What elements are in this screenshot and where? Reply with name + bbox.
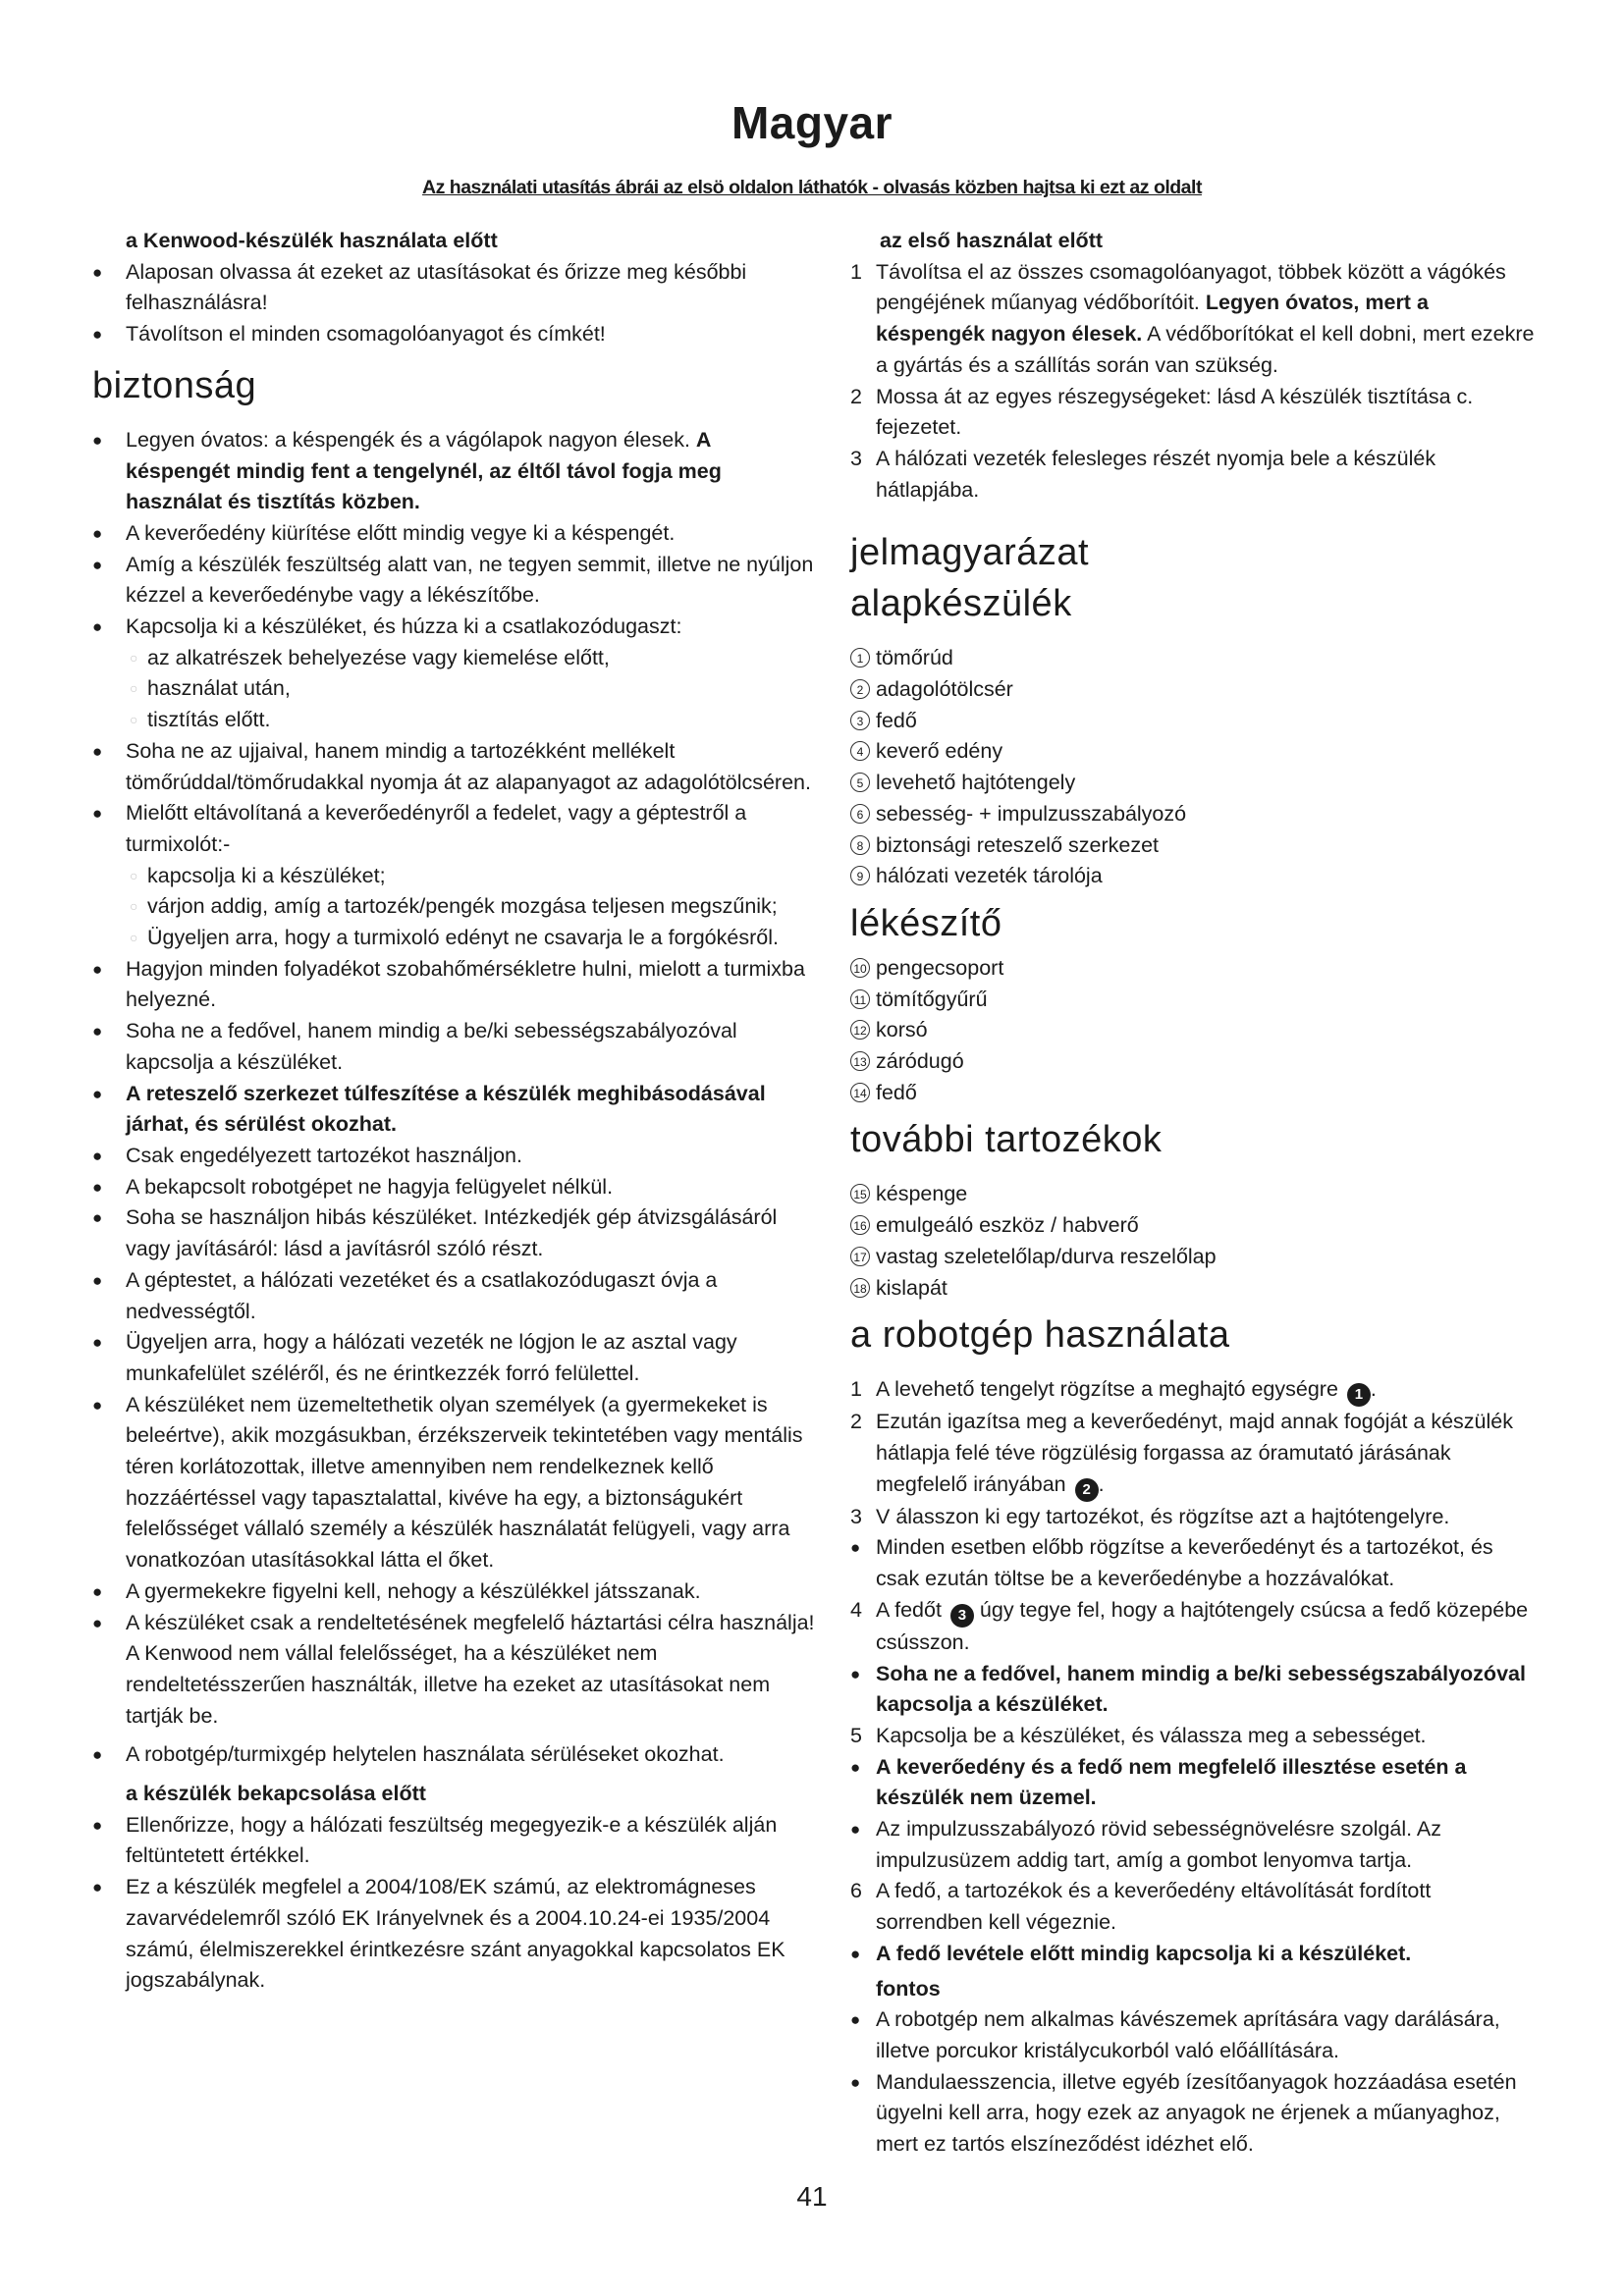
legend-label: biztonsági reteszelő szerkezet	[876, 832, 1160, 857]
legend-label: fedő	[876, 1080, 917, 1104]
list-item: ● Mandulaesszencia, illetve egyéb ízesítőanyagok hozzáadása esetén ügyelni kell arra, hogy ezek az anyagok ne érjenek a műanyaghoz, mert ez tartós elszíneződést idézhet elő.	[850, 2067, 1542, 2161]
legend-item	[850, 643, 1542, 674]
power-heading: a készülék bekapcsolása előtt	[126, 1782, 426, 1806]
figure-note: Az használati utasítás ábrái az elsö oldalon láthatók - olvasás közben hajtsa ki ezt az oldalt	[422, 177, 1202, 198]
legend-number: 5	[850, 773, 870, 792]
legend-number: 14	[850, 1083, 870, 1102]
legend-number: 15	[850, 1184, 870, 1203]
list-item: ● A géptestet, a hálózati vezetéket és a csatlakozódugaszt óvja a nedvességtől.	[92, 1265, 819, 1327]
legend-label: korsó	[876, 1018, 928, 1042]
list-item: ● Soha ne az ujjaival, hanem mindig a tartozékként mellékelt tömőrúddal/tömőrudakkal nyomja át az alapanyagot az adagolótölcséren.	[92, 736, 819, 798]
legend-item	[850, 1046, 1542, 1078]
list-item: ● Minden esetben előbb rögzítse a keverőedényt és a tartozékot, és csak ezután töltse be a keverőedénybe a hozzávalókat.	[850, 1532, 1542, 1594]
figure-2-badge: 2	[1075, 1478, 1099, 1502]
pre-use-heading: a Kenwood-készülék használata előtt	[126, 229, 498, 252]
legend-item	[850, 736, 1542, 768]
important-heading: fontos	[876, 1976, 941, 2001]
legend-number: 11	[850, 989, 870, 1009]
list-item: ● A robotgép/turmixgép helytelen használata sérüléseket okozhat.	[92, 1739, 819, 1771]
legend-label: vastag szeletelőlap/durva reszelőlap	[876, 1244, 1217, 1268]
numbered-step: 3 A hálózati vezeték felesleges részét nyomja bele a készülék hátlapjába.	[850, 446, 1436, 502]
legend-item	[850, 1242, 1542, 1273]
legend-number: 1	[850, 648, 870, 667]
list-item: ● Alaposan olvassa át ezeket az utasításokat és őrizze meg későbbi felhasználásra!	[92, 257, 819, 319]
numbered-step: 6 A fedő, a tartozékok és a keverőedény eltávolítását fordított sorrendben kell végeznie.	[850, 1879, 1432, 1935]
legend-number: 17	[850, 1247, 870, 1266]
numbered-step: 1 Távolítsa el az összes csomagolóanyagot, többek között a vágókés pengéjének műanyag védőborítóit. Legyen óvatos, mert a késpengék nagyon élesek. A védőborítókat el kell dobni, mert ezekre a gyártás és a szállítás során van szükség.	[850, 259, 1535, 377]
list-item: ● Távolítson el minden csomagolóanyagot és címkét!	[92, 319, 819, 350]
list-item: ● A bekapcsolt robotgépet ne hagyja felügyelet nélkül.	[92, 1172, 819, 1203]
numbered-step: 2 Mossa át az egyes részegységeket: lásd A készülék tisztítása c. fejezetet.	[850, 384, 1474, 440]
list-item: ● Soha se használjon hibás készüléket. Intézkedjék gép átvizsgálásáról vagy javításáról: lásd a javításról szóló részt.	[92, 1202, 819, 1264]
legend-label: adagolótölcsér	[876, 677, 1013, 702]
sub-list-item: ○ az alkatrészek behelyezése vagy kiemelése előtt,	[130, 645, 610, 669]
legend-item	[850, 674, 1542, 706]
first-use-heading: az első használat előtt	[880, 229, 1104, 252]
sub-list-item: ○ használat után,	[130, 676, 291, 701]
sub-list-item: ○ Ügyeljen arra, hogy a turmixoló edényt ne csavarja le a forgókésről.	[130, 926, 779, 950]
list-item: ● A készüléket csak a rendeltetésének megfelelő háztartási célra használja! A Kenwood nem vállal felelősséget, ha a készüléket nem rendeltetésszerűen használták, illetve ha ezeket az utasításokat nem tartják be.	[92, 1608, 819, 1733]
legend-label: hálózati vezeték tárolója	[876, 864, 1103, 888]
accessories-heading: további tartozékok	[850, 1119, 1163, 1161]
legend-label: tömítőgyűrű	[876, 987, 988, 1011]
legend-label: fedő	[876, 708, 917, 732]
legend-item	[850, 768, 1542, 799]
legend-heading: jelmagyarázat	[850, 532, 1090, 574]
legend-label: kislapát	[876, 1275, 947, 1300]
safety-heading: biztonság	[92, 364, 257, 406]
legend-label: tömőrúd	[876, 646, 953, 670]
legend-item	[850, 799, 1542, 830]
numbered-step: 3 V álasszon ki egy tartozékot, és rögzítse azt a hajtótengelyre.	[850, 1504, 1450, 1528]
legend-number: 4	[850, 741, 870, 761]
legend-item	[850, 1179, 1542, 1210]
list-item: ● Soha ne a fedővel, hanem mindig a be/ki sebességszabályozóval kapcsolja a készüléket.	[850, 1659, 1542, 1721]
figure-3-badge: 3	[950, 1604, 974, 1628]
legend-label: sebesség- + impulzusszabályozó	[876, 801, 1187, 826]
legend-item	[850, 706, 1542, 737]
numbered-step: 2 Ezután igazítsa meg a keverőedényt, majd annak fogóját a készülék hátlapja felé téve rögzülésig forgassa az óramutató járásának megfelelő irányában 2 .	[850, 1407, 1542, 1501]
list-item: ● Az impulzusszabályozó rövid sebességnövelésre szolgál. Az impulzusüzem addig tart, amíg a gombot lenyomva tartja.	[850, 1814, 1542, 1876]
base-unit-heading: alapkészülék	[850, 583, 1072, 625]
right-column	[850, 226, 1542, 2161]
legend-label: emulgeáló eszköz / habverő	[876, 1213, 1139, 1238]
legend-number: 8	[850, 835, 870, 855]
legend-label: késpenge	[876, 1182, 968, 1206]
list-item: ● Kapcsolja ki a készüléket, és húzza ki a csatlakozódugaszt:	[92, 612, 819, 643]
list-item: ● Mielőtt eltávolítaná a keverőedényről a fedelet, vagy a géptestről a turmixolót:-	[92, 798, 819, 860]
legend-item	[850, 830, 1542, 862]
sub-list-item: ○ tisztítás előtt.	[130, 708, 271, 732]
base-unit-list	[850, 643, 1542, 892]
list-item: ● Ügyeljen arra, hogy a hálózati vezeték ne lógjon le az asztal vagy munkafelület széléről, és ne érintkezzék forró felülettel.	[92, 1327, 819, 1389]
legend-label: keverő edény	[876, 739, 1003, 764]
list-item: ● Soha ne a fedővel, hanem mindig a be/ki sebességszabályozóval kapcsolja a készüléket.	[92, 1016, 819, 1078]
legend-number: 13	[850, 1051, 870, 1071]
legend-label: záródugó	[876, 1049, 964, 1074]
list-item: ● Ez a készülék megfelel a 2004/108/EK számú, az elektromágneses zavarvédelemről szóló EK Irányelvnek és a 2004.10.24-ei 1935/2004 számú, élelmiszerekkel érintkezésre szánt anyagokkal kapcsolatos EK jogszabálynak.	[92, 1872, 819, 1997]
legend-item	[850, 1210, 1542, 1242]
sub-list-item: ○ kapcsolja ki a készüléket;	[130, 863, 386, 887]
numbered-step: 5 Kapcsolja be a készüléket, és válassza meg a sebességet.	[850, 1723, 1427, 1747]
legend-item	[850, 1015, 1542, 1046]
legend-number: 12	[850, 1020, 870, 1040]
page-title: Magyar	[731, 97, 893, 148]
legend-number: 16	[850, 1215, 870, 1235]
list-item: ● A készüléket nem üzemeltethetik olyan személyek (a gyermekeket is beleértve), akik mozgásukban, érzékszerveik tekintetében vagy mentális téren korlátozottak, illetve amennyiben nem rendelkeznek kellő hozzáértéssel vagy tapasztalattal, kivéve ha egy, a biztonságukért felelősséget vállaló személy a készülék használatát felügyeli, vagy arra vonatkozóan utasításokkal látta el őket.	[92, 1390, 819, 1576]
list-item: ● Legyen óvatos: a késpengék és a vágólapok nagyon élesek. A késpengét mindig fent a tengelynél, az éltől távol fogja meg használat és tisztítás közben.	[92, 425, 819, 518]
legend-item	[850, 861, 1542, 892]
left-column	[92, 226, 819, 1997]
legend-number: 18	[850, 1278, 870, 1298]
sub-list-item: ○ várjon addig, amíg a tartozék/pengék mozgása teljesen megszűnik;	[130, 894, 778, 919]
legend-number: 3	[850, 711, 870, 730]
legend-number: 10	[850, 958, 870, 978]
accessories-list	[850, 1179, 1542, 1304]
legend-number: 6	[850, 804, 870, 824]
blender-list	[850, 953, 1542, 1109]
list-item: ● A keverőedény kiürítése előtt mindig vegye ki a késpengét.	[92, 518, 819, 550]
numbered-step: 1 A levehető tengelyt rögzítse a meghajtó egységre 1 .	[850, 1374, 1542, 1407]
list-item: ● A fedő levétele előtt mindig kapcsolja ki a készüléket.	[850, 1939, 1542, 1970]
list-item: ● A robotgép nem alkalmas kávészemek aprítására vagy darálására, illetve porcukor kristálycukorból való előállítására.	[850, 2004, 1542, 2066]
list-item: ● Ellenőrizze, hogy a hálózati feszültség megegyezik-e a készülék alján feltüntetett értékkel.	[92, 1810, 819, 1872]
list-item: ● A gyermekekre figyelni kell, nehogy a készülékkel játsszanak.	[92, 1576, 819, 1608]
legend-number: 2	[850, 679, 870, 699]
legend-item	[850, 953, 1542, 985]
list-item: ● A reteszelő szerkezet túlfeszítése a készülék meghibásodásával járhat, és sérülést okozhat.	[92, 1079, 819, 1141]
legend-item	[850, 1078, 1542, 1109]
list-item: ● Hagyjon minden folyadékot szobahőmérsékletre hulni, mielott a turmixba helyezné.	[92, 954, 819, 1016]
legend-number: 9	[850, 866, 870, 885]
usage-heading: a robotgép használata	[850, 1314, 1230, 1357]
page-number: 41	[796, 2181, 828, 2212]
legend-item	[850, 1273, 1542, 1305]
legend-item	[850, 985, 1542, 1016]
list-item: ● A keverőedény és a fedő nem megfelelő illesztése esetén a készülék nem üzemel.	[850, 1752, 1542, 1814]
figure-1-badge: 1	[1347, 1383, 1371, 1407]
numbered-step: 4 A fedőt 3 úgy tegye fel, hogy a hajtótengely csúcsa a fedő közepébe csússzon.	[850, 1597, 1529, 1654]
list-item: ● Amíg a készülék feszültség alatt van, ne tegyen semmit, illetve ne nyúljon kézzel a keverőedénybe vagy a lékészítőbe.	[92, 550, 819, 612]
blender-heading: lékészítő	[850, 902, 1002, 944]
list-item: ● Csak engedélyezett tartozékot használjon.	[92, 1141, 819, 1172]
legend-label: levehető hajtótengely	[876, 771, 1076, 795]
legend-label: pengecsoport	[876, 955, 1004, 980]
